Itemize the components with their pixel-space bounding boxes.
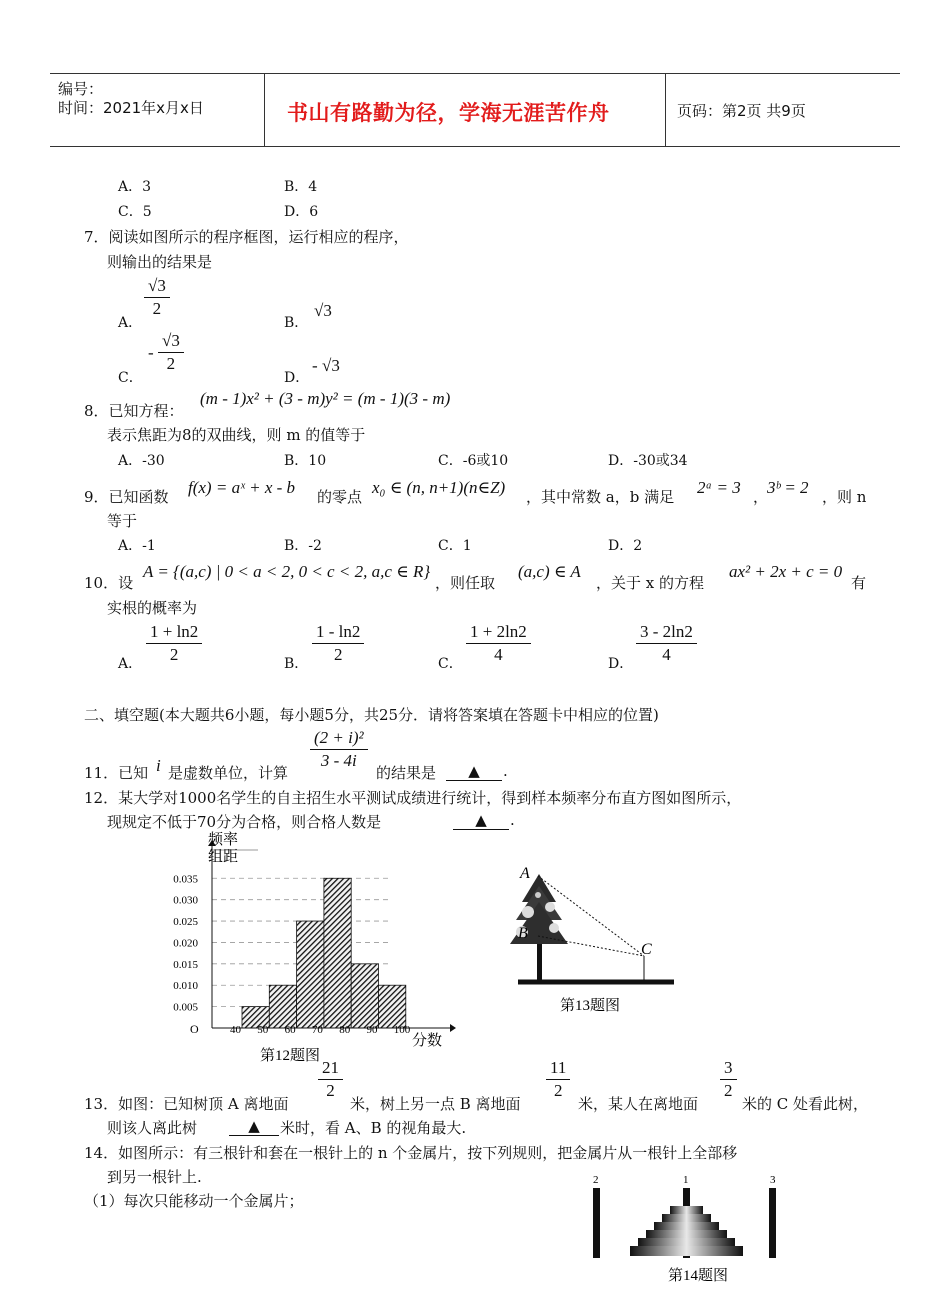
q7-c-den: 2 [166,354,176,373]
q10-a-den: 2 [169,645,179,664]
q13-line1-a: 13．如图：已知树顶 A 离地面 [84,1095,289,1113]
q13-line1-c: 米，某人在离地面 [578,1095,699,1113]
q13-answer-blank[interactable] [229,1117,279,1136]
q10-c-fraction [466,622,531,665]
q10-tail: 有 [851,574,867,592]
q8-equation: (m - 1)x² + (3 - m)y² = (m - 1)(3 - m) [200,389,451,408]
header-motto: 书山有路勤为径，学海无涯苦作舟 [287,101,610,125]
q10-d-num: 3 - 2ln2 [636,622,697,644]
q14-line1: 14．如图所示：有三根针和套在一根针上的 n 个金属片，按下列规则，把金属片从一根针上全部移 [84,1144,738,1162]
q9-zero: x₀ ∈ (n, n+1)(n∈Z) [372,478,506,497]
disk [654,1222,719,1230]
q13-line1-b: 米，树上另一点 B 离地面 [350,1095,521,1113]
q11-prefix: 11．已知 [84,764,149,782]
q10-c-den: 4 [494,645,503,664]
header-top-rule [50,73,900,74]
q11-answer-blank[interactable] [446,762,502,781]
histogram-bar [379,985,406,1028]
label-a: A [520,865,530,882]
tree-trunk [537,940,542,982]
q9-tail: ，则 n [822,488,867,506]
q11-i: i [156,756,161,775]
q7-b-value: √3 [314,301,332,320]
x-tick-label: 40 [230,1024,241,1036]
q9-line2: 等于 [107,512,138,530]
q13-blank-mark: ▲ [229,1117,279,1136]
q9-option-c: C．1 [438,538,472,554]
q9-option-b: B．-2 [284,538,322,554]
q7-a-label: A． [118,315,143,331]
q7-d-label: D． [284,370,310,386]
histogram-chart [150,828,460,1068]
y-tick-label: 0.020 [173,937,198,950]
q7-c-neg: - [148,343,154,362]
q8-prefix: 8．已知方程： [84,402,184,420]
peg-middle-label: 1 [683,1174,689,1186]
q14-rule1: （1）每次只能移动一个金属片； [84,1192,304,1210]
q11-mid: 是虚数单位，计算 [168,764,289,782]
q10-line2: 实根的概率为 [107,599,198,617]
x-axis-arrow [450,1024,456,1032]
q13-line2-b: 米时，看 A、B 的视角最大. [280,1119,467,1137]
disk [630,1246,743,1256]
section2-heading: 二、填空题(本大题共6小题，每小题5分，共25分．请将答案填在答题卡中相应的位置) [84,706,659,724]
q11-fraction [310,728,368,771]
q13-fraction-2 [546,1058,570,1101]
q12-line1: 12．某大学对1000名学生的自主招生水平测试成绩进行统计，得到样本频率分布直方图如图所示， [84,789,742,807]
peg-right-label: 3 [770,1174,776,1186]
q6-option-d: D．6 [284,204,319,220]
q7-c-num: √3 [158,331,184,353]
q7-d-value: √3 [322,356,340,375]
q9-option-d: D．2 [608,538,643,554]
q13-f1-num: 21 [318,1058,343,1080]
histogram-bar [351,964,378,1028]
header-bottom-rule [50,146,900,147]
q10-c-num: 1 + 2ln2 [466,622,531,644]
q9-mid: 的零点 [317,488,363,506]
y-tick-label: 0.005 [173,1001,198,1014]
histogram-bar [297,921,324,1028]
q11-tail: 的结果是 [376,764,437,782]
q13-f3-den: 2 [724,1081,733,1100]
q10-b-fraction [312,622,364,665]
q11-end: . [503,762,508,780]
q10-d-label: D． [608,656,634,672]
q9-eq1: 2ᵃ = 3 [697,478,741,497]
q8-option-b: B．10 [284,453,327,469]
header-divider-left [264,73,265,147]
q13-f2-den: 2 [553,1081,563,1100]
fig14-diagram [586,1170,786,1290]
x-label: 分数 [412,1033,443,1049]
q8-option-a: A．-30 [118,453,165,469]
fig14-caption: 第14题图 [668,1268,729,1284]
peg-right [769,1188,776,1258]
q10-d-fraction [636,622,697,665]
q10-b-num: 1 - ln2 [312,622,364,644]
q14-line2: 到另一根针上. [107,1168,202,1186]
peg-left-label: 2 [593,1174,599,1186]
disk [670,1206,703,1214]
q7-a-den: 2 [152,299,162,318]
q11-blank-mark: ▲ [446,762,502,781]
x-tick-label: 60 [284,1024,296,1036]
q10-a-num: 1 + ln2 [146,622,202,644]
disk [646,1230,727,1238]
fig13-diagram [498,862,688,1022]
q7-c-label: C． [118,370,143,386]
fig12-caption: 第12题图 [260,1048,321,1064]
q7-c-fraction [158,331,184,374]
q8-option-d: D．-30或34 [608,453,688,469]
x-tick-label: 50 [257,1024,269,1036]
q13-f2-num: 11 [546,1058,570,1080]
q7-line1: 7．阅读如图所示的程序框图，运行相应的程序， [84,228,409,246]
histogram-bar [324,878,351,1028]
header-number-label: 编号： [58,80,104,98]
q7-line2: 则输出的结果是 [107,253,213,271]
fig13-caption: 第13题图 [560,998,621,1014]
q8-option-c: C．-6或10 [438,453,509,469]
q6-option-b: B．4 [284,179,318,195]
y-tick-label: 0.010 [173,980,198,993]
sight-line-b [538,936,644,956]
q10-prefix: 10．设 [84,574,134,592]
label-b: B [518,925,528,942]
q10-set: A = {(a,c) | 0 < a < 2, 0 < c < 2, a,c ∈ R} [143,562,431,581]
q9-option-a: A．-1 [118,538,156,554]
q10-a-label: A． [118,656,143,672]
q9-condition: ，其中常数 a，b 满足 [526,488,675,506]
q7-a-num: √3 [144,276,170,298]
q9-function: f(x) = aˣ + x - b [188,478,296,497]
x-tick-label: 90 [366,1024,378,1036]
q7-a-fraction [144,276,170,319]
q7-d-neg: - [312,356,318,375]
x-tick-label: 70 [311,1024,323,1036]
histogram-bar [269,985,296,1028]
q10-equation: ax² + 2x + c = 0 [729,562,843,581]
q11-num: (2 + i)² [310,728,368,750]
q13-f3-num: 3 [720,1058,737,1080]
x-tick-label: 100 [393,1024,411,1036]
header-page-label: 页码：第2页 共9页 [677,102,806,120]
q12-end: . [510,811,515,829]
q10-c-label: C． [438,656,463,672]
q9-sep: ， [753,488,769,506]
q10-b-label: B． [284,656,309,672]
q13-fraction-1 [318,1058,343,1101]
q8-line2: 表示焦距为8的双曲线，则 m 的值等于 [107,426,366,444]
header-time-label: 时间：2021年x月x日 [58,99,204,117]
q13-fraction-3 [720,1058,737,1101]
q13-line1-d: 米的 C 处看此树， [742,1095,869,1113]
y-label-top: 频率 [208,832,239,848]
q13-line2-a: 则该人离此树 [107,1119,198,1137]
header-divider-right [665,73,666,147]
origin-label: O [190,1022,199,1036]
q10-b-den: 2 [333,645,343,664]
q11-den: 3 - 4i [320,751,357,770]
q10-mid2: ，关于 x 的方程 [596,574,704,592]
disk [638,1238,735,1246]
q10-mid: ，则任取 [435,574,496,592]
q9-prefix: 9．已知函数 [84,488,169,506]
peg-left [593,1188,600,1258]
q10-pick: (a,c) ∈ A [518,562,581,581]
q12-blank-mark: ▲ [453,811,509,830]
q6-option-c: C．5 [118,204,152,220]
q12-line2: 现规定不低于70分为合格，则合格人数是 [107,813,382,831]
q7-b-label: B． [284,315,309,331]
y-label-bottom: 组距 [208,849,239,865]
y-tick-label: 0.030 [173,894,198,907]
y-tick-label: 0.015 [173,958,198,971]
disk-stack [630,1206,743,1256]
q12-answer-blank[interactable] [453,811,509,830]
y-tick-label: 0.035 [173,873,198,886]
q9-eq2: 3ᵇ = 2 [767,478,809,497]
q13-f1-den: 2 [326,1081,335,1100]
y-tick-label: 0.025 [173,916,198,929]
q10-d-den: 4 [662,645,671,664]
x-tick-label: 80 [339,1024,351,1036]
q6-option-a: A．3 [118,179,152,195]
label-c: C [641,941,652,958]
disk [662,1214,711,1222]
q10-a-fraction [146,622,202,665]
